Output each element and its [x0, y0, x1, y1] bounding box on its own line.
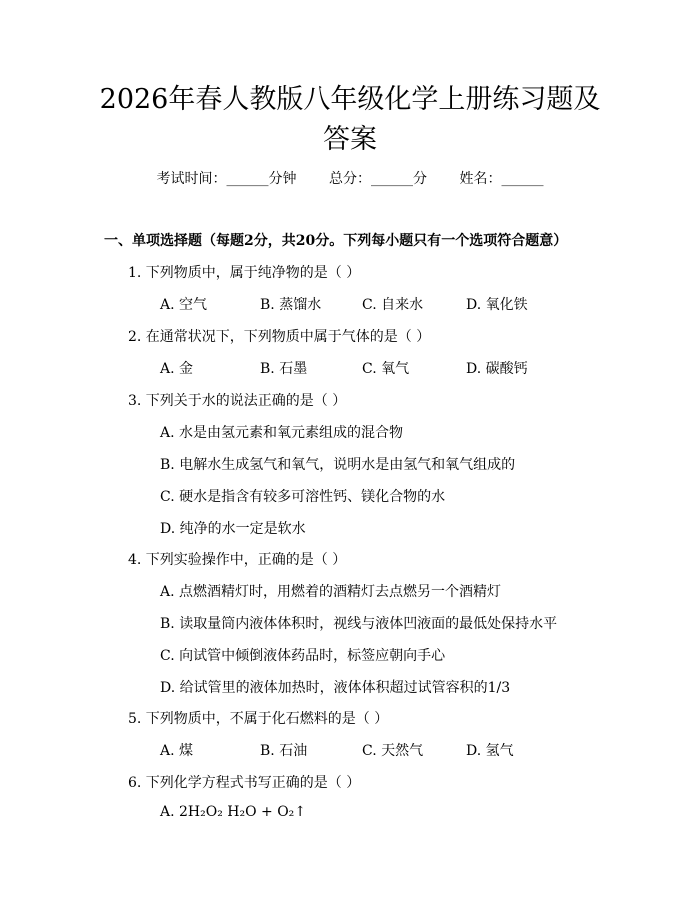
student-name-label: 姓名：______ [459, 171, 544, 187]
q3-option-b: B. 电解水生成氢气和氧气，说明水是由氢气和氧气组成的 [160, 457, 516, 473]
q1-option-a: A. 空气 [160, 297, 208, 313]
q5-option-d: D. 氢气 [466, 743, 514, 759]
q4-option-a: A. 点燃酒精灯时，用燃着的酒精灯去点燃另一个酒精灯 [160, 584, 502, 600]
q2-option-b: B. 石墨 [260, 361, 308, 377]
q4-option-c: C. 向试管中倾倒液体药品时，标签应朝向手心 [160, 648, 446, 664]
question-2: 2. 在通常状况下，下列物质中属于气体的是（ ） [128, 329, 431, 345]
q5-option-c: C. 天然气 [362, 743, 424, 759]
section-heading: 一、单项选择题（每题2分，共20分。下列每小题只有一个选项符合题意） [104, 233, 568, 249]
q2-option-d: D. 碳酸钙 [466, 361, 528, 377]
q6-option-a: A. 2H₂O₂ H₂O + O₂↑ [160, 804, 307, 820]
question-1: 1. 下列物质中，属于纯净物的是（ ） [128, 265, 361, 281]
q5-option-b: B. 石油 [260, 743, 308, 759]
page-title: 2026年春人教版八年级化学上册练习题及答案 [99, 84, 601, 155]
total-score-label: 总分：______分 [329, 171, 427, 187]
q2-option-a: A. 金 [160, 361, 194, 377]
question-6: 6. 下列化学方程式书写正确的是（ ） [128, 775, 361, 791]
q2-option-c: C. 氧气 [362, 361, 410, 377]
exam-meta [0, 168, 700, 188]
question-3: 3. 下列关于水的说法正确的是（ ） [128, 393, 347, 409]
q1-option-c: C. 自来水 [362, 297, 424, 313]
q3-option-c: C. 硬水是指含有较多可溶性钙、镁化合物的水 [160, 489, 446, 505]
q5-option-a: A. 煤 [160, 743, 194, 759]
q3-option-a: A. 水是由氢元素和氧元素组成的混合物 [160, 425, 404, 441]
q1-option-b: B. 蒸馏水 [260, 297, 322, 313]
q4-option-b: B. 读取量筒内液体体积时，视线与液体凹液面的最低处保持水平 [160, 616, 558, 632]
exam-time-label: 考试时间：______分钟 [156, 171, 297, 187]
q4-option-d: D. 给试管里的液体加热时，液体体积超过试管容积的1/3 [160, 680, 511, 696]
question-4: 4. 下列实验操作中，正确的是（ ） [128, 552, 347, 568]
q1-option-d: D. 氧化铁 [466, 297, 528, 313]
q3-option-d: D. 纯净的水一定是软水 [160, 521, 306, 537]
question-5: 5. 下列物质中，不属于化石燃料的是（ ） [128, 711, 389, 727]
